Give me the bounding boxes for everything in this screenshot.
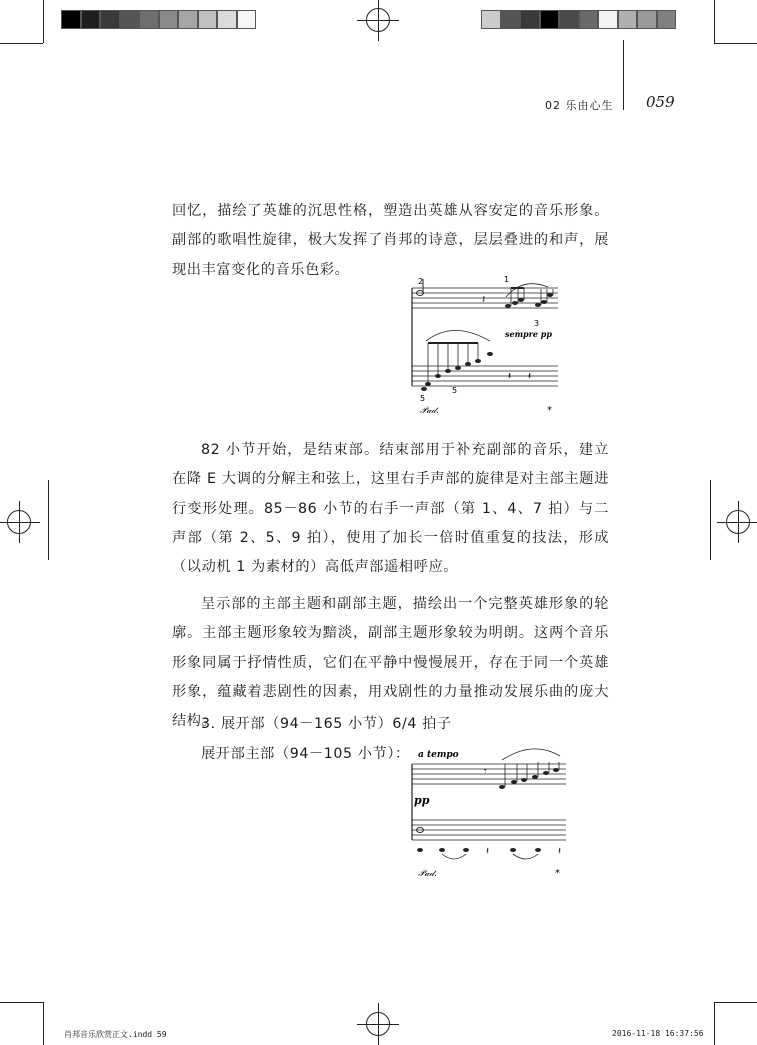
- music-example-1: [398, 275, 568, 415]
- dynamic-mark: sempre pp: [505, 329, 552, 339]
- color-swatch: [501, 10, 521, 29]
- color-swatch: [579, 10, 599, 29]
- color-swatch: [540, 10, 560, 29]
- tuplet-mark: 3: [534, 319, 540, 328]
- color-swatch: [618, 10, 638, 29]
- color-swatch: [598, 10, 618, 29]
- fingering: 1: [504, 275, 510, 284]
- color-swatch: [139, 10, 159, 29]
- color-swatch: [61, 10, 81, 29]
- rest: 𝄽: [508, 371, 512, 382]
- fingering: 5: [420, 394, 426, 403]
- color-swatch: [198, 10, 218, 29]
- registration-mark-left: [7, 510, 31, 534]
- pedal-mark: 𝒫𝒶𝒹.: [418, 869, 437, 879]
- paragraph-3: 呈示部的主部主题和副部主题，描绘出一个完整英雄形象的轮廓。主部主题形象较为黯淡，副部主题形象较为明朗。这两个音乐形象同属于抒情性质，它们在平静中慢慢展开，存在于同一个英雄形象，蕴藏着悲剧性的因素，用戏剧性的力量推动发展乐曲的庞大结构。: [172, 596, 609, 730]
- color-swatch: [637, 10, 657, 29]
- footer-file: 肖邦音乐欣赏正文.indd 59: [64, 1030, 167, 1039]
- section-heading: 3. 展开部（94－165 小节）6/4 拍子: [201, 716, 452, 732]
- dynamic-mark: pp: [414, 794, 430, 807]
- running-head: 02 乐由心生: [545, 99, 614, 112]
- rest: 𝄽: [482, 293, 486, 306]
- color-swatch: [237, 10, 257, 29]
- paragraph-2: 82 小节开始，是结束部。结束部用于补充副部的音乐，建立在降 E 大调的分解主和弦上，这里右手声部的旋律是对主部主题进行变形处理。85－86 小节的右手一声部（第 1、4、7 拍）与二声部（第 2、5、9 拍），使用了加长一倍时值重复的技法，形成（以动机 1 为素材的）高低声部遥相呼应。: [172, 442, 609, 576]
- footer-timestamp: 2016-11-18 16:37:56: [612, 1029, 704, 1038]
- color-swatch: [520, 10, 540, 29]
- subsection-heading: 展开部主部（94－105 小节）：: [201, 746, 410, 762]
- rest: 𝄽: [486, 846, 490, 857]
- registration-mark-top: [366, 8, 390, 32]
- color-swatch: [81, 10, 101, 29]
- color-swatch: [217, 10, 237, 29]
- pedal-release-mark: *: [547, 405, 552, 416]
- tempo-marking: a tempo: [418, 750, 459, 760]
- color-swatch: [657, 10, 677, 29]
- registration-mark-bottom: [366, 1012, 390, 1036]
- page-number: 059: [646, 93, 675, 111]
- music-example-2: [398, 742, 568, 882]
- rest: 𝄾: [484, 766, 487, 777]
- registration-mark-right: [726, 510, 750, 534]
- color-bar-left: [61, 10, 256, 29]
- color-swatch: [120, 10, 140, 29]
- color-swatch: [100, 10, 120, 29]
- fingering: 2: [418, 277, 424, 286]
- paragraph-1: 回忆，描绘了英雄的沉思性格，塑造出英雄从容安定的音乐形象。副部的歌唱性旋律，极大发挥了肖邦的诗意，层层叠进的和声，展现出丰富变化的音乐色彩。: [172, 203, 609, 278]
- color-swatch: [481, 10, 501, 29]
- color-swatch: [159, 10, 179, 29]
- color-swatch: [178, 10, 198, 29]
- color-bar-right: [481, 10, 676, 29]
- pedal-release-mark: *: [555, 868, 560, 879]
- color-swatch: [559, 10, 579, 29]
- rest: 𝄽: [558, 846, 562, 857]
- fingering: 5: [452, 386, 458, 395]
- pedal-mark: 𝒫𝒶𝒹.: [420, 406, 439, 416]
- rest: 𝄽: [528, 371, 532, 382]
